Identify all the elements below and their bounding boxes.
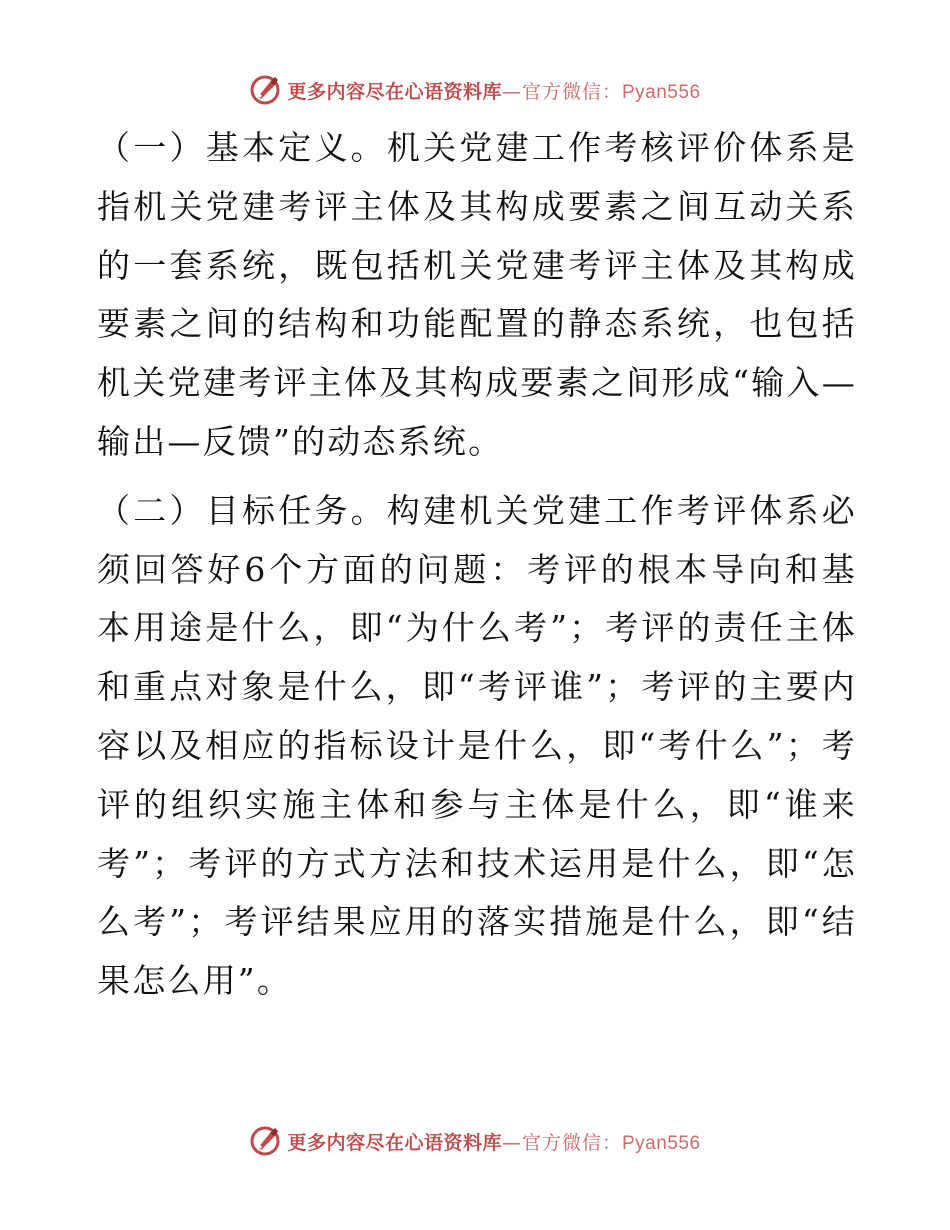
banner-wechat-id: Pyan556 xyxy=(622,1132,701,1154)
banner-title: 更多内容尽在心语资料库 xyxy=(287,1131,502,1154)
banner-wechat-label: —官方微信： xyxy=(501,80,622,103)
banner-wechat-label: —官方微信： xyxy=(501,1131,622,1154)
document-body xyxy=(97,119,857,1011)
paragraph-basic-definition: （一）基本定义。机关党建工作考核评价体系是指机关党建考评主体及其构成要素之间互动关系的一套系统，既包括机关党建考评主体及其构成要素之间的结构和功能配置的静态系统，也包括机关党建考评主体及其构成要素之间形成“输入—输出—反馈”的动态系统。 xyxy=(97,128,857,461)
banner-wechat-id: Pyan556 xyxy=(622,81,701,103)
paragraph-target-tasks: （二）目标任务。构建机关党建工作考评体系必须回答好6个方面的问题：考评的根本导向和基本用途是什么，即“为什么考”；考评的责任主体和重点对象是什么，即“考评谁”；考评的主要内容以及相应的指标设计是什么，即“考什么”；考评的组织实施主体和参与主体是什么，即“谁来考”；考评的方式方法和技术运用是什么，即“怎么考”；考评结果应用的落实措施是什么，即“结果怎么用”。 xyxy=(97,490,857,1001)
footer-banner-text xyxy=(287,1128,700,1155)
pen-nib-seal-icon xyxy=(249,1125,281,1157)
footer-banner xyxy=(0,1121,950,1161)
pen-nib-seal-icon xyxy=(249,74,281,106)
banner-title: 更多内容尽在心语资料库 xyxy=(287,80,502,103)
header-banner-text xyxy=(287,77,700,104)
header-banner xyxy=(0,70,950,110)
